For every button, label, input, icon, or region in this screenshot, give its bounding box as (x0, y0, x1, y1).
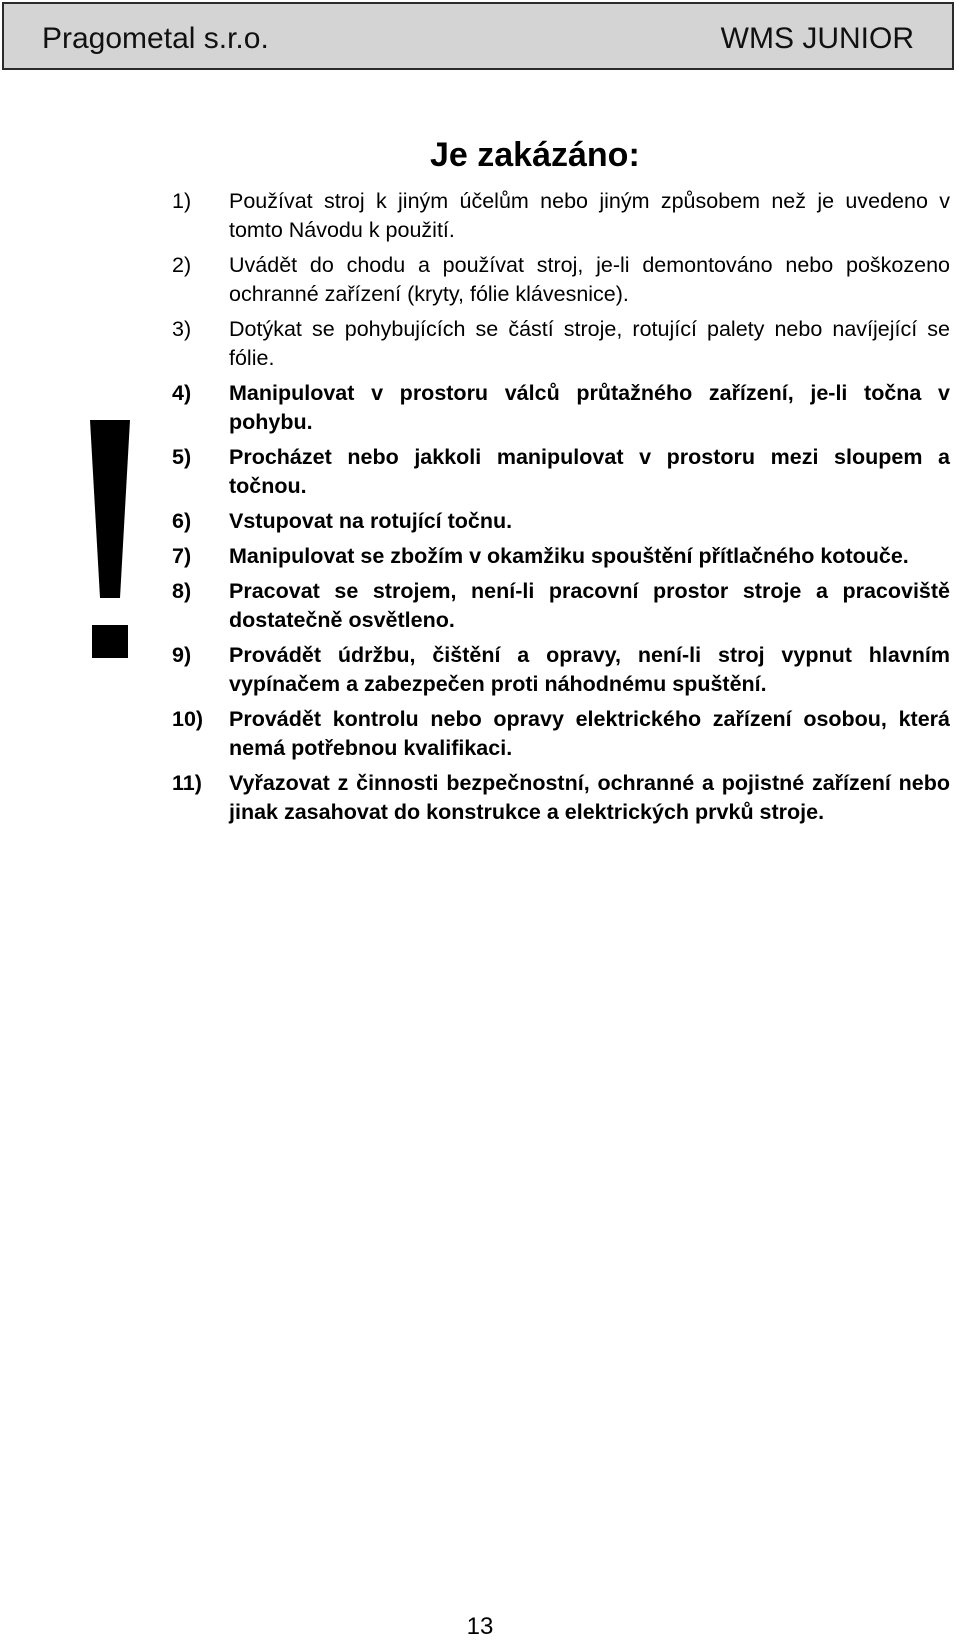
section-heading: Je zakázáno: (430, 136, 640, 174)
item-text: Procházet nebo jakkoli manipulovat v prostoru mezi sloupem a točnou. (229, 445, 950, 498)
item-text: Dotýkat se pohybujících se částí stroje, rotující palety nebo navíjející se fólie. (229, 317, 950, 370)
list-item (172, 379, 950, 437)
item-text: Vyřazovat z činnosti bezpečnostní, ochranné a pojistné zařízení nebo jinak zasahovat do konstrukce a elektrických prvků stroje. (229, 771, 950, 824)
item-number: 6) (172, 509, 192, 533)
list-item (172, 641, 950, 699)
exclamation-icon (90, 420, 130, 660)
item-number: 8) (172, 579, 192, 603)
item-text: Pracovat se strojem, není-li pracovní prostor stroje a pracoviště dostatečně osvětleno. (229, 579, 950, 632)
list-item (172, 251, 950, 309)
item-text: Vstupovat na rotující točnu. (229, 509, 513, 533)
product-name: WMS JUNIOR (720, 22, 914, 55)
list-item (172, 507, 950, 536)
company-name: Pragometal s.r.o. (42, 22, 269, 55)
item-number: 9) (172, 643, 192, 667)
item-number: 10) (172, 707, 204, 731)
item-text: Manipulovat se zbožím v okamžiku spouštění přítlačného kotouče. (229, 544, 909, 568)
list-item (172, 187, 950, 245)
item-number: 3) (172, 317, 192, 341)
list-item (172, 443, 950, 501)
list-item (172, 705, 950, 763)
prohibited-actions-list (172, 187, 950, 833)
item-number: 7) (172, 544, 192, 568)
list-item (172, 577, 950, 635)
list-item (172, 542, 950, 571)
item-number: 1) (172, 189, 192, 213)
item-text: Provádět údržbu, čištění a opravy, není-li stroj vypnut hlavním vypínačem a zabezpečen proti náhodnému spuštění. (229, 643, 950, 696)
item-text: Manipulovat v prostoru válců průtažného zařízení, je-li točna v pohybu. (229, 381, 950, 434)
page-header (2, 2, 954, 70)
item-text: Používat stroj k jiným účelům nebo jiným způsobem než je uvedeno v tomto Návodu k použití. (229, 189, 950, 242)
list-item (172, 315, 950, 373)
page-number: 13 (466, 1613, 494, 1640)
item-text: Provádět kontrolu nebo opravy elektrického zařízení osobou, která nemá potřebnou kvalifikaci. (229, 707, 950, 760)
item-number: 11) (172, 771, 202, 795)
list-item (172, 769, 950, 827)
item-number: 5) (172, 445, 192, 469)
item-number: 2) (172, 253, 192, 277)
item-number: 4) (172, 381, 192, 405)
item-text: Uvádět do chodu a používat stroj, je-li demontováno nebo poškozeno ochranné zařízení (kryty, fólie klávesnice). (229, 253, 950, 306)
